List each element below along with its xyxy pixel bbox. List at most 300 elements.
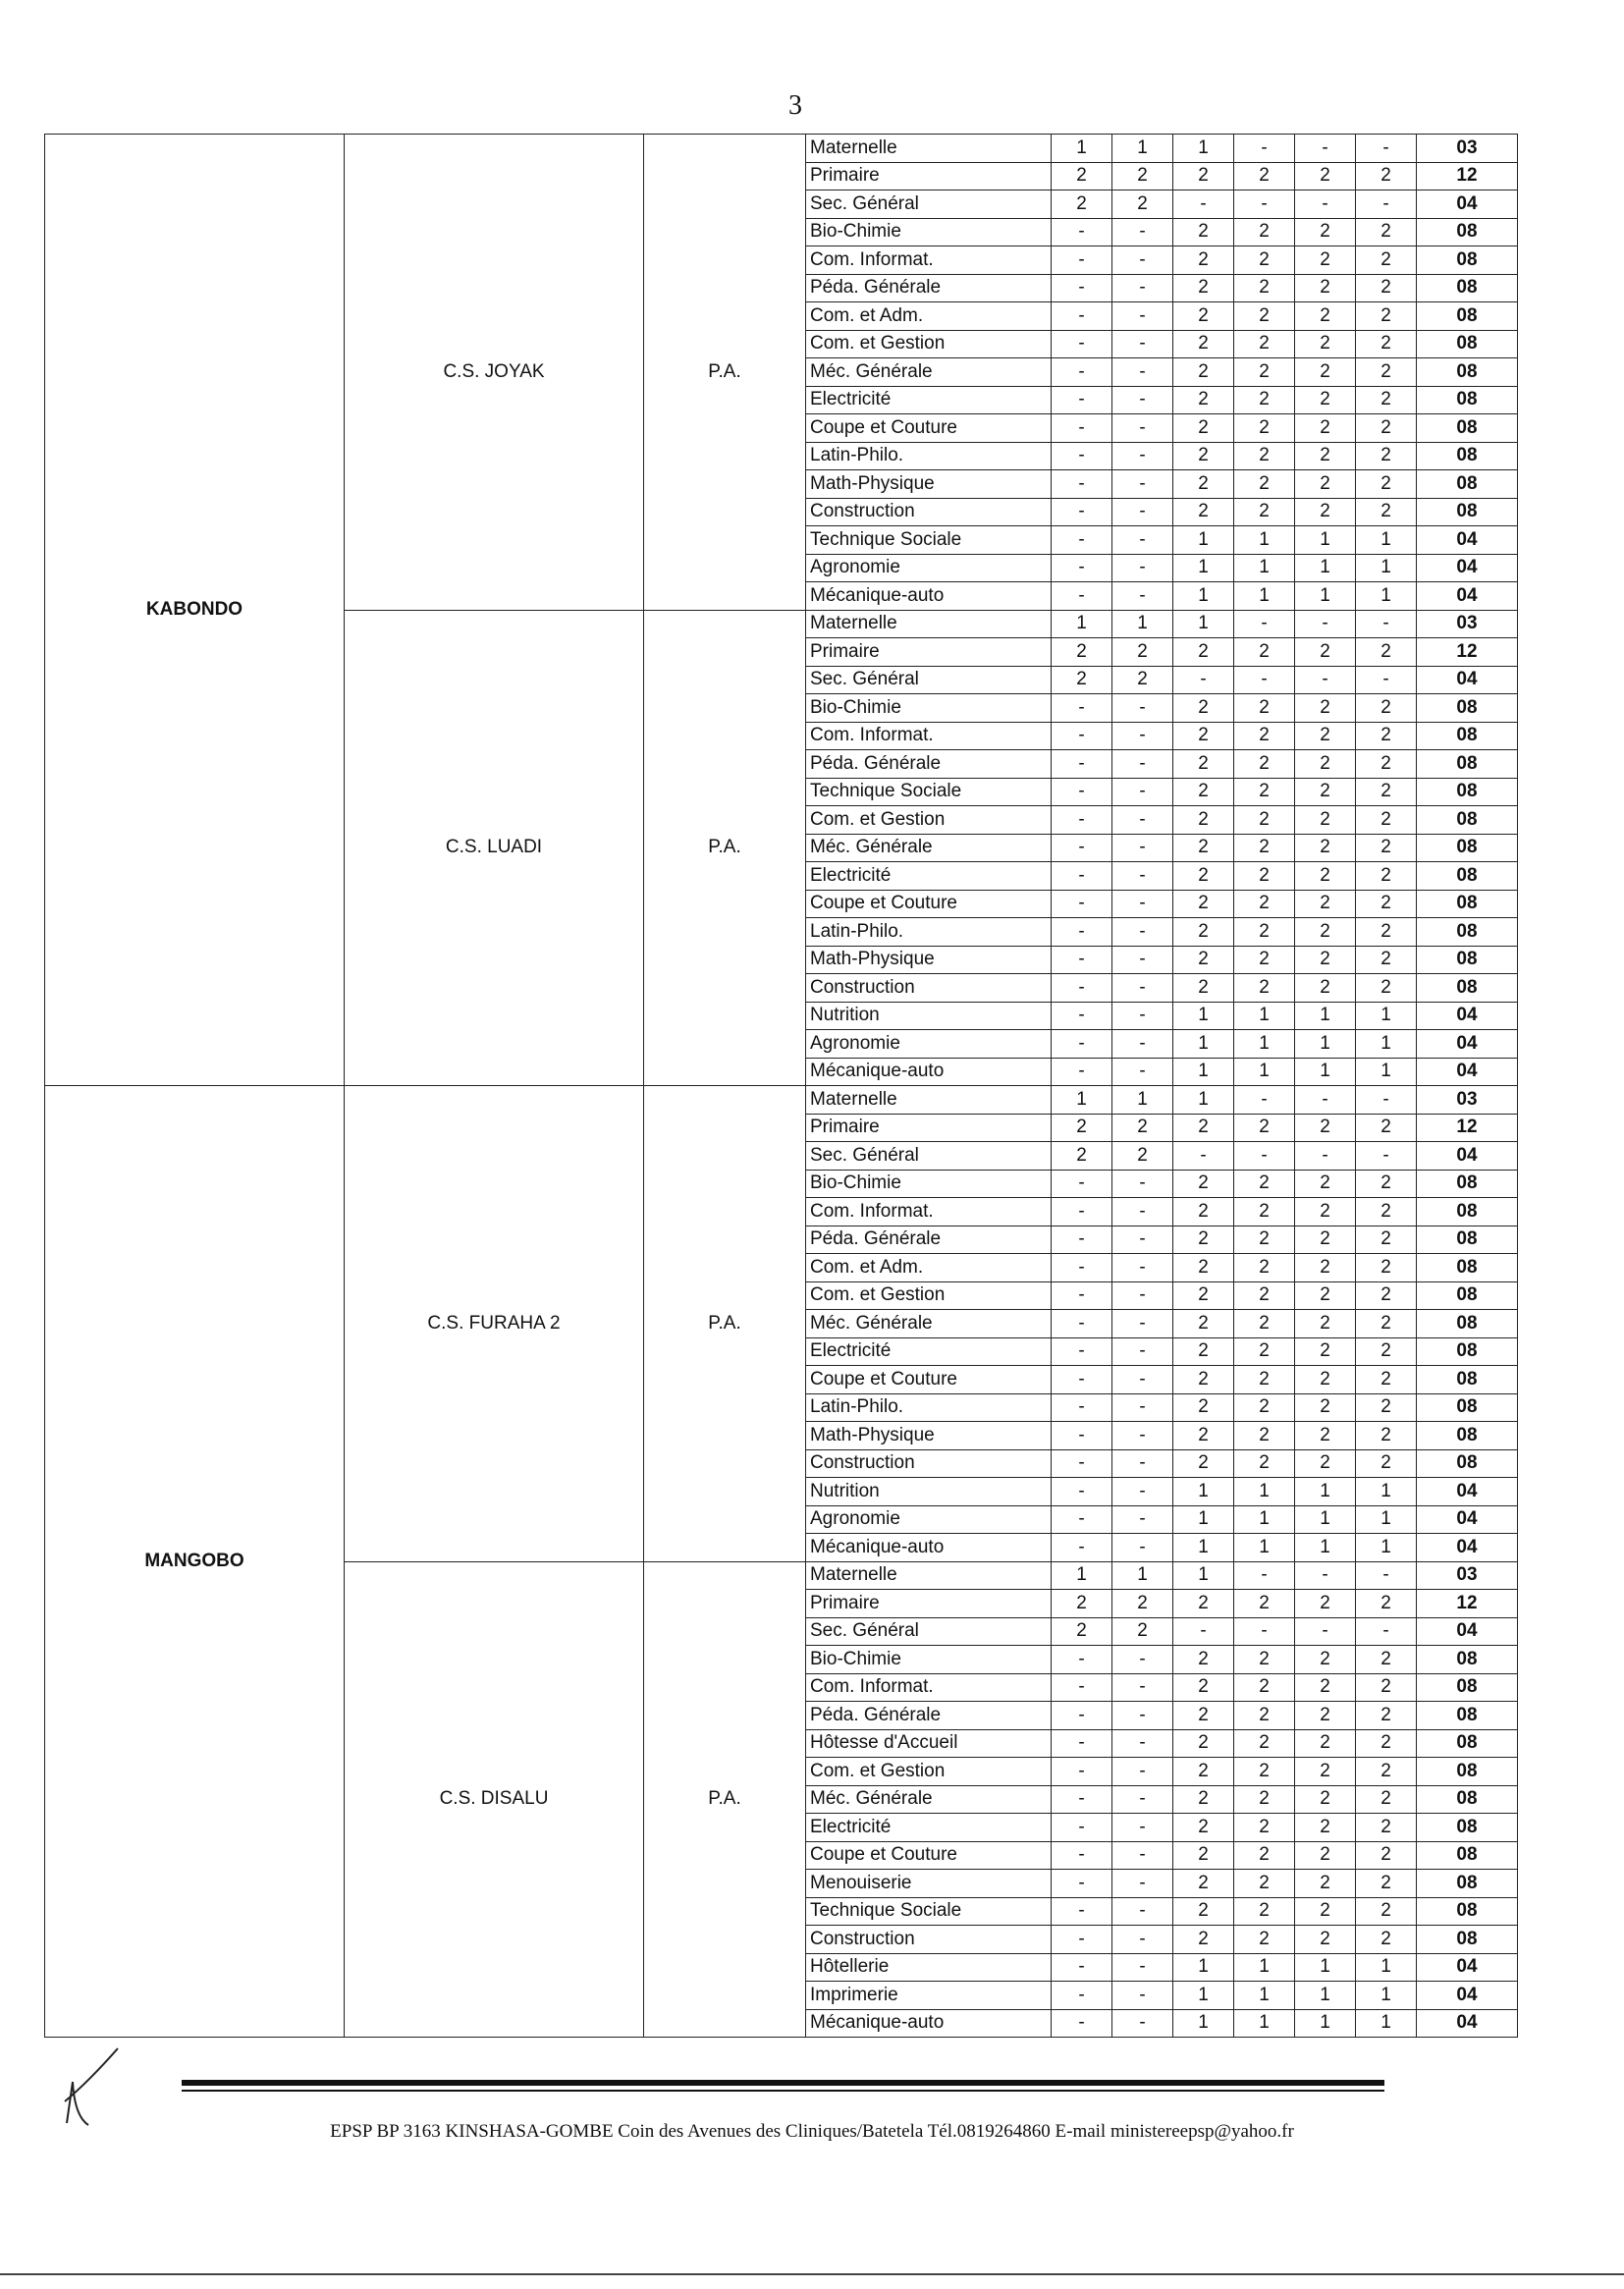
total-cell: 08	[1417, 778, 1518, 806]
value-cell: -	[1052, 1729, 1112, 1758]
option-cell: Latin-Philo.	[806, 1393, 1052, 1422]
value-cell: -	[1052, 834, 1112, 862]
value-cell: 1	[1356, 1478, 1417, 1506]
value-cell: -	[1052, 862, 1112, 891]
value-cell: -	[1052, 1170, 1112, 1198]
value-cell: -	[1112, 1841, 1173, 1870]
option-cell: Maternelle	[806, 135, 1052, 163]
page-bottom-rule	[0, 2273, 1624, 2275]
value-cell: 1	[1295, 1534, 1356, 1562]
value-cell: 2	[1356, 1590, 1417, 1618]
value-cell: 2	[1173, 1449, 1234, 1478]
option-cell: Méc. Générale	[806, 358, 1052, 387]
option-cell: Primaire	[806, 1114, 1052, 1142]
value-cell: -	[1356, 610, 1417, 638]
value-cell: -	[1052, 1534, 1112, 1562]
value-cell: -	[1112, 1170, 1173, 1198]
option-cell: Primaire	[806, 638, 1052, 667]
value-cell: -	[1112, 918, 1173, 947]
value-cell: -	[1052, 1393, 1112, 1422]
value-cell: 2	[1173, 330, 1234, 358]
value-cell: 2	[1112, 666, 1173, 694]
value-cell: -	[1234, 1617, 1295, 1646]
value-cell: 2	[1234, 806, 1295, 835]
value-cell: 2	[1356, 1170, 1417, 1198]
option-cell: Com. et Gestion	[806, 330, 1052, 358]
total-cell: 04	[1417, 1953, 1518, 1982]
value-cell: 2	[1356, 1897, 1417, 1926]
total-cell: 08	[1417, 1198, 1518, 1226]
value-cell: 1	[1356, 2009, 1417, 2038]
option-cell: Construction	[806, 974, 1052, 1003]
value-cell: 1	[1234, 1030, 1295, 1059]
value-cell: 2	[1173, 1814, 1234, 1842]
value-cell: 2	[1295, 1198, 1356, 1226]
value-cell: 2	[1173, 1785, 1234, 1814]
value-cell: 2	[1234, 274, 1295, 302]
value-cell: -	[1112, 1198, 1173, 1226]
value-cell: -	[1052, 1982, 1112, 2010]
value-cell: -	[1052, 750, 1112, 779]
value-cell: 1	[1052, 1561, 1112, 1590]
value-cell: -	[1052, 414, 1112, 443]
total-cell: 08	[1417, 470, 1518, 499]
value-cell: 2	[1234, 386, 1295, 414]
value-cell: 2	[1356, 1702, 1417, 1730]
value-cell: -	[1052, 218, 1112, 246]
value-cell: -	[1112, 246, 1173, 275]
value-cell: 2	[1234, 722, 1295, 750]
value-cell: 2	[1173, 806, 1234, 835]
value-cell: 2	[1234, 1926, 1295, 1954]
value-cell: 2	[1234, 1198, 1295, 1226]
value-cell: 2	[1356, 694, 1417, 723]
value-cell: 2	[1234, 1310, 1295, 1338]
value-cell: 2	[1173, 1926, 1234, 1954]
option-cell: Coupe et Couture	[806, 1841, 1052, 1870]
option-cell: Nutrition	[806, 1002, 1052, 1030]
value-cell: 2	[1173, 1337, 1234, 1366]
value-cell: 2	[1356, 1366, 1417, 1394]
value-cell: 2	[1234, 1366, 1295, 1394]
value-cell: 2	[1173, 1310, 1234, 1338]
total-cell: 08	[1417, 302, 1518, 331]
total-cell: 04	[1417, 191, 1518, 219]
value-cell: 1	[1173, 1002, 1234, 1030]
value-cell: 2	[1295, 274, 1356, 302]
value-cell: 1	[1356, 554, 1417, 582]
value-cell: 2	[1234, 470, 1295, 499]
total-cell: 08	[1417, 750, 1518, 779]
option-cell: Sec. Général	[806, 666, 1052, 694]
value-cell: 2	[1356, 1841, 1417, 1870]
option-cell: Menouiserie	[806, 1870, 1052, 1898]
value-cell: 2	[1173, 722, 1234, 750]
value-cell: 1	[1173, 1561, 1234, 1590]
value-cell: 2	[1295, 1310, 1356, 1338]
value-cell: 2	[1295, 862, 1356, 891]
value-cell: 2	[1295, 722, 1356, 750]
value-cell: -	[1295, 1561, 1356, 1590]
option-cell: Hôtesse d'Accueil	[806, 1729, 1052, 1758]
value-cell: 1	[1112, 1086, 1173, 1115]
value-cell: 2	[1234, 1646, 1295, 1674]
option-cell: Com. et Adm.	[806, 1254, 1052, 1282]
value-cell: 1	[1173, 1953, 1234, 1982]
value-cell: -	[1112, 1729, 1173, 1758]
option-cell: Méc. Générale	[806, 1310, 1052, 1338]
value-cell: 2	[1356, 834, 1417, 862]
value-cell: -	[1052, 330, 1112, 358]
value-cell: 2	[1234, 1393, 1295, 1422]
value-cell: 2	[1356, 1814, 1417, 1842]
total-cell: 08	[1417, 1646, 1518, 1674]
total-cell: 08	[1417, 442, 1518, 470]
total-cell: 08	[1417, 1897, 1518, 1926]
value-cell: 2	[1234, 1281, 1295, 1310]
value-cell: 2	[1234, 974, 1295, 1003]
total-cell: 08	[1417, 358, 1518, 387]
value-cell: 2	[1295, 1590, 1356, 1618]
total-cell: 08	[1417, 1785, 1518, 1814]
value-cell: 2	[1234, 834, 1295, 862]
value-cell: 1	[1052, 135, 1112, 163]
value-cell: 2	[1234, 946, 1295, 974]
option-cell: Maternelle	[806, 1086, 1052, 1115]
total-cell: 08	[1417, 1841, 1518, 1870]
total-cell: 08	[1417, 1758, 1518, 1786]
option-cell: Péda. Générale	[806, 1226, 1052, 1254]
value-cell: -	[1356, 135, 1417, 163]
value-cell: -	[1052, 526, 1112, 555]
value-cell: 2	[1234, 1114, 1295, 1142]
value-cell: 2	[1356, 1646, 1417, 1674]
value-cell: -	[1112, 330, 1173, 358]
value-cell: 2	[1234, 918, 1295, 947]
value-cell: 1	[1173, 1982, 1234, 2010]
value-cell: 2	[1356, 722, 1417, 750]
total-cell: 08	[1417, 1281, 1518, 1310]
value-cell: 2	[1295, 778, 1356, 806]
value-cell: 2	[1173, 1673, 1234, 1702]
value-cell: -	[1112, 722, 1173, 750]
option-cell: Coupe et Couture	[806, 1366, 1052, 1394]
option-cell: Construction	[806, 1449, 1052, 1478]
value-cell: 2	[1295, 358, 1356, 387]
total-cell: 08	[1417, 1449, 1518, 1478]
total-cell: 08	[1417, 694, 1518, 723]
value-cell: -	[1234, 135, 1295, 163]
option-cell: Primaire	[806, 162, 1052, 191]
value-cell: -	[1052, 1758, 1112, 1786]
value-cell: -	[1112, 386, 1173, 414]
total-cell: 08	[1417, 1366, 1518, 1394]
option-cell: Technique Sociale	[806, 1897, 1052, 1926]
total-cell: 04	[1417, 1030, 1518, 1059]
value-cell: 1	[1234, 1002, 1295, 1030]
total-cell: 03	[1417, 135, 1518, 163]
value-cell: 2	[1356, 1310, 1417, 1338]
value-cell: 2	[1173, 1198, 1234, 1226]
value-cell: -	[1356, 1617, 1417, 1646]
value-cell: -	[1112, 582, 1173, 611]
option-cell: Bio-Chimie	[806, 218, 1052, 246]
value-cell: 2	[1295, 1393, 1356, 1422]
value-cell: 2	[1234, 694, 1295, 723]
value-cell: -	[1112, 834, 1173, 862]
value-cell: 2	[1052, 191, 1112, 219]
value-cell: 2	[1356, 1226, 1417, 1254]
value-cell: 2	[1173, 1590, 1234, 1618]
total-cell: 08	[1417, 834, 1518, 862]
value-cell: -	[1052, 1505, 1112, 1534]
value-cell: 2	[1173, 1281, 1234, 1310]
value-cell: 2	[1234, 1897, 1295, 1926]
value-cell: 2	[1356, 1254, 1417, 1282]
value-cell: 2	[1234, 862, 1295, 891]
value-cell: 2	[1234, 1673, 1295, 1702]
value-cell: 1	[1234, 1982, 1295, 2010]
value-cell: -	[1052, 1422, 1112, 1450]
value-cell: -	[1112, 274, 1173, 302]
value-cell: 2	[1295, 1226, 1356, 1254]
option-cell: Bio-Chimie	[806, 1170, 1052, 1198]
value-cell: 2	[1173, 1897, 1234, 1926]
value-cell: -	[1356, 666, 1417, 694]
value-cell: -	[1052, 302, 1112, 331]
option-cell: Imprimerie	[806, 1982, 1052, 2010]
value-cell: 2	[1295, 1841, 1356, 1870]
option-cell: Coupe et Couture	[806, 890, 1052, 918]
option-cell: Com. et Gestion	[806, 1758, 1052, 1786]
value-cell: 1	[1356, 1982, 1417, 2010]
value-cell: -	[1052, 1841, 1112, 1870]
value-cell: 2	[1356, 1449, 1417, 1478]
value-cell: -	[1112, 778, 1173, 806]
value-cell: -	[1112, 1310, 1173, 1338]
option-cell: Mécanique-auto	[806, 1534, 1052, 1562]
value-cell: 2	[1173, 414, 1234, 443]
value-cell: 2	[1052, 1617, 1112, 1646]
option-cell: Sec. Général	[806, 191, 1052, 219]
value-cell: 2	[1234, 442, 1295, 470]
value-cell: 1	[1356, 1534, 1417, 1562]
value-cell: -	[1052, 778, 1112, 806]
value-cell: 1	[1234, 1478, 1295, 1506]
option-cell: Technique Sociale	[806, 526, 1052, 555]
value-cell: -	[1052, 1030, 1112, 1059]
value-cell: -	[1173, 666, 1234, 694]
value-cell: 1	[1295, 1002, 1356, 1030]
value-cell: 2	[1052, 162, 1112, 191]
value-cell: 2	[1234, 1841, 1295, 1870]
value-cell: 2	[1173, 246, 1234, 275]
total-cell: 08	[1417, 414, 1518, 443]
value-cell: 2	[1173, 1170, 1234, 1198]
table-row	[45, 1086, 1518, 1115]
value-cell: -	[1052, 806, 1112, 835]
value-cell: 2	[1356, 1729, 1417, 1758]
value-cell: 2	[1173, 1422, 1234, 1450]
value-cell: 1	[1295, 1953, 1356, 1982]
value-cell: 2	[1173, 442, 1234, 470]
value-cell: -	[1052, 1646, 1112, 1674]
value-cell: 1	[1112, 135, 1173, 163]
value-cell: 2	[1295, 1366, 1356, 1394]
option-cell: Math-Physique	[806, 470, 1052, 499]
total-cell: 08	[1417, 1254, 1518, 1282]
total-cell: 12	[1417, 162, 1518, 191]
footer-address: EPSP BP 3163 KINSHASA-GOMBE Coin des Avenues des Cliniques/Batetela Tél.0819264860 E-mail ministereepsp@yahoo.fr	[330, 2121, 1294, 2142]
value-cell: 2	[1356, 162, 1417, 191]
value-cell: 2	[1234, 1702, 1295, 1730]
value-cell: -	[1052, 1366, 1112, 1394]
value-cell: -	[1112, 1702, 1173, 1730]
value-cell: -	[1052, 1002, 1112, 1030]
value-cell: -	[1112, 1422, 1173, 1450]
school-type-cell: P.A.	[644, 1086, 806, 1562]
value-cell: 2	[1112, 1590, 1173, 1618]
value-cell: -	[1052, 1870, 1112, 1898]
option-cell: Bio-Chimie	[806, 1646, 1052, 1674]
value-cell: 2	[1356, 386, 1417, 414]
total-cell: 12	[1417, 638, 1518, 667]
value-cell: 2	[1173, 1646, 1234, 1674]
value-cell: 2	[1234, 218, 1295, 246]
value-cell: 2	[1356, 1281, 1417, 1310]
value-cell: 2	[1173, 1366, 1234, 1394]
value-cell: -	[1112, 2009, 1173, 2038]
value-cell: 2	[1173, 1841, 1234, 1870]
value-cell: 2	[1295, 498, 1356, 526]
option-cell: Com. et Adm.	[806, 302, 1052, 331]
school-cell: C.S. LUADI	[345, 610, 644, 1086]
option-cell: Electricité	[806, 862, 1052, 891]
value-cell: 2	[1356, 1758, 1417, 1786]
value-cell: 2	[1234, 1254, 1295, 1282]
value-cell: -	[1052, 358, 1112, 387]
value-cell: 2	[1356, 806, 1417, 835]
option-cell: Latin-Philo.	[806, 442, 1052, 470]
total-cell: 08	[1417, 386, 1518, 414]
value-cell: 2	[1356, 246, 1417, 275]
value-cell: -	[1112, 554, 1173, 582]
total-cell: 03	[1417, 610, 1518, 638]
value-cell: 1	[1234, 554, 1295, 582]
total-cell: 08	[1417, 806, 1518, 835]
total-cell: 08	[1417, 1310, 1518, 1338]
value-cell: -	[1112, 302, 1173, 331]
value-cell: 1	[1295, 2009, 1356, 2038]
option-cell: Technique Sociale	[806, 778, 1052, 806]
value-cell: -	[1112, 1758, 1173, 1786]
value-cell: 2	[1356, 470, 1417, 499]
value-cell: -	[1112, 862, 1173, 891]
value-cell: -	[1052, 1785, 1112, 1814]
value-cell: 2	[1295, 1926, 1356, 1954]
value-cell: 2	[1356, 918, 1417, 947]
value-cell: 1	[1052, 1086, 1112, 1115]
total-cell: 08	[1417, 1337, 1518, 1366]
value-cell: -	[1052, 1897, 1112, 1926]
total-cell: 08	[1417, 1926, 1518, 1954]
value-cell: -	[1052, 2009, 1112, 2038]
value-cell: -	[1295, 135, 1356, 163]
option-cell: Maternelle	[806, 1561, 1052, 1590]
value-cell: -	[1052, 918, 1112, 947]
footer-rule-thick	[182, 2080, 1384, 2086]
district-cell: KABONDO	[45, 135, 345, 1086]
value-cell: -	[1052, 1478, 1112, 1506]
value-cell: 2	[1173, 918, 1234, 947]
value-cell: -	[1052, 694, 1112, 723]
total-cell: 12	[1417, 1590, 1518, 1618]
option-cell: Bio-Chimie	[806, 694, 1052, 723]
total-cell: 08	[1417, 1729, 1518, 1758]
value-cell: -	[1112, 1030, 1173, 1059]
school-cell: C.S. JOYAK	[345, 135, 644, 611]
value-cell: 1	[1173, 1030, 1234, 1059]
option-cell: Péda. Générale	[806, 750, 1052, 779]
value-cell: 2	[1234, 890, 1295, 918]
option-cell: Sec. Général	[806, 1142, 1052, 1171]
value-cell: -	[1356, 1142, 1417, 1171]
total-cell: 04	[1417, 1617, 1518, 1646]
value-cell: 2	[1234, 246, 1295, 275]
value-cell: -	[1052, 1198, 1112, 1226]
value-cell: 2	[1295, 1449, 1356, 1478]
value-cell: -	[1112, 498, 1173, 526]
value-cell: -	[1356, 191, 1417, 219]
value-cell: 1	[1112, 1561, 1173, 1590]
total-cell: 08	[1417, 1814, 1518, 1842]
value-cell: -	[1052, 442, 1112, 470]
value-cell: -	[1295, 1142, 1356, 1171]
value-cell: -	[1234, 610, 1295, 638]
value-cell: 1	[1356, 526, 1417, 555]
value-cell: 2	[1173, 358, 1234, 387]
value-cell: 2	[1356, 974, 1417, 1003]
value-cell: 1	[1173, 1058, 1234, 1086]
value-cell: 1	[1356, 1030, 1417, 1059]
value-cell: 2	[1173, 834, 1234, 862]
value-cell: -	[1112, 1281, 1173, 1310]
option-cell: Math-Physique	[806, 1422, 1052, 1450]
value-cell: 2	[1173, 1226, 1234, 1254]
total-cell: 08	[1417, 1226, 1518, 1254]
option-cell: Maternelle	[806, 610, 1052, 638]
school-cell: C.S. FURAHA 2	[345, 1086, 644, 1562]
value-cell: 2	[1356, 1870, 1417, 1898]
value-cell: -	[1295, 191, 1356, 219]
value-cell: -	[1295, 610, 1356, 638]
value-cell: 1	[1295, 554, 1356, 582]
value-cell: 2	[1295, 1114, 1356, 1142]
total-cell: 08	[1417, 722, 1518, 750]
value-cell: 2	[1173, 1702, 1234, 1730]
value-cell: 2	[1234, 778, 1295, 806]
value-cell: -	[1112, 1393, 1173, 1422]
value-cell: -	[1234, 666, 1295, 694]
value-cell: -	[1112, 1870, 1173, 1898]
value-cell: 2	[1295, 414, 1356, 443]
value-cell: 1	[1295, 1058, 1356, 1086]
value-cell: 2	[1234, 1337, 1295, 1366]
total-cell: 08	[1417, 1870, 1518, 1898]
value-cell: 2	[1234, 1226, 1295, 1254]
value-cell: 1	[1173, 135, 1234, 163]
value-cell: 2	[1173, 386, 1234, 414]
